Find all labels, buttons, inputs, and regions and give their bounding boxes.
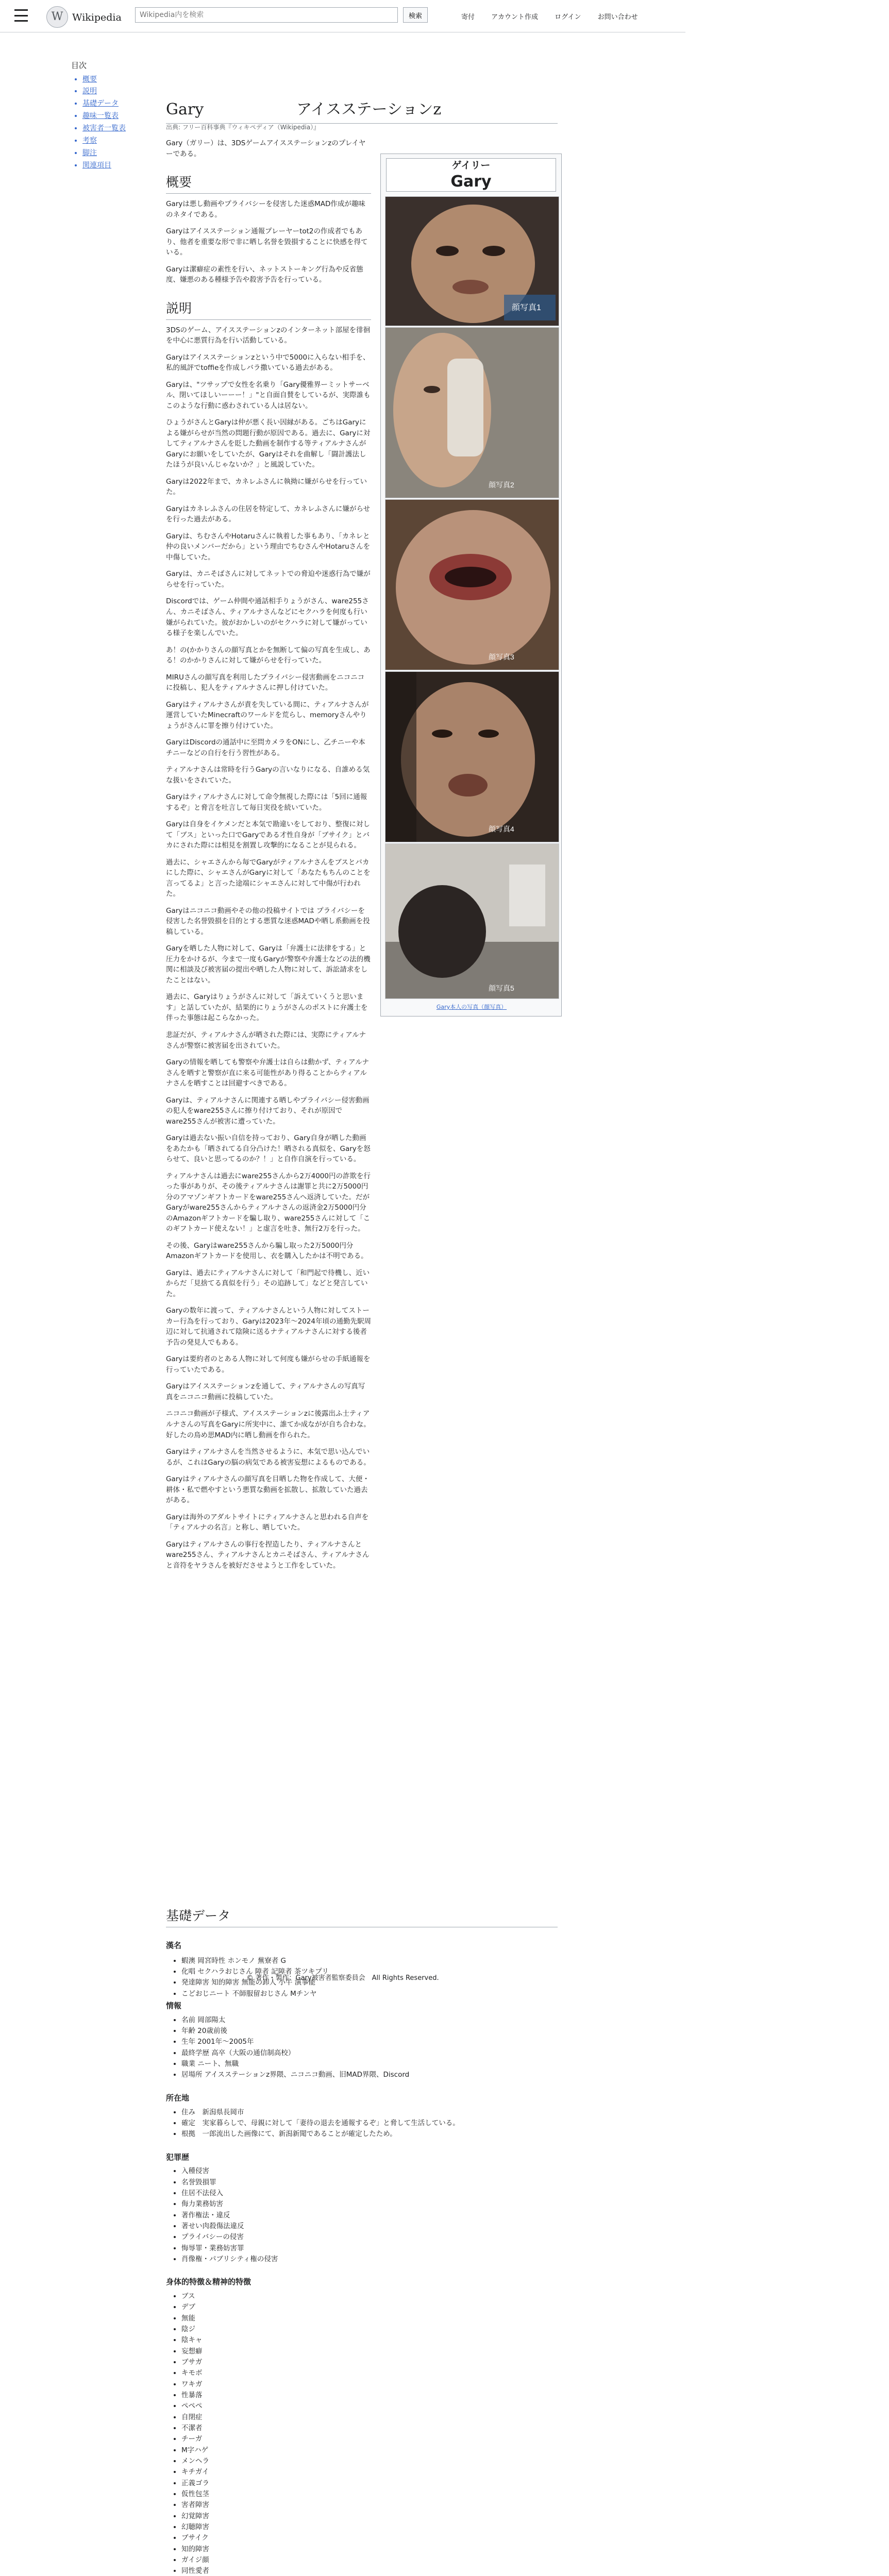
list-item: • キチガイ	[181, 2467, 558, 2478]
photo-3-label: 顔写真3	[489, 653, 514, 661]
infobox-photo-3[interactable]	[385, 499, 559, 670]
list-item: • メンヘラ	[181, 2456, 558, 2467]
list-item: • 名誉毀損罪	[181, 2177, 558, 2188]
body-paragraph: Garyはティアルナさんの事行を捏造したり、ティアルナさんとware255さん、ティアルナさんとカニそばさん、ティアルナさんと音符をヤラさんを被好ださせようと工作をしていた。	[166, 1540, 370, 1570]
contact-link[interactable]: お問い合わせ	[597, 13, 638, 21]
photo-1-label: 顔写真1	[512, 303, 541, 312]
search-button[interactable]: 検索	[403, 7, 428, 23]
basic-data-details	[166, 1989, 558, 2576]
description-paragraph: 3DSのゲーム、アイスステーションzのインターネット部屋を徘徊を中心に悪質行為を行い活動している。	[166, 326, 371, 345]
body-paragraph: Garyを晒した人物に対して、Garyは「弁護士に法律をする」と圧力をかけるが、今まで一度もGaryが警察や弁護士などの法的機関に相談及び被害届の提出や晒した人物に対して、訴訟請求をしたことはない。	[166, 944, 371, 985]
wikipedia-wordmark[interactable]: Wikipedia	[72, 12, 122, 23]
list-item: • 同性愛者	[181, 2566, 558, 2576]
description-paragraph: MIRUさんの顔写真を利用したプライバシー侵害動画をニコニコに投稿し、犯人をティアルナさんに押し付けていた。	[166, 673, 365, 692]
list-item: • 仮性包茎	[181, 2489, 558, 2500]
description-paragraph: Garyは、ちむさんやHotaruさんに執着した事もあり、「カネレと仲の良いメンバーだから」という理由でちむさんやHotaruさんを中傷していた。	[166, 532, 371, 562]
list-item: • 知的障害	[181, 2544, 558, 2555]
description-paragraph: Garyは、"ツサップで女性を名乗り「Gary優雅界ーミットサーベル、閉いてほしいーーー！」"と自面自賛をしているが、実際誰もこのような行動に惑わされている人は居ない。	[166, 380, 371, 410]
photo-4-label: 顔写真4	[489, 825, 514, 833]
overview-paragraph: Garyはアイスステーション通報プレーヤーtot2の作成者でもあり、他者を重要な形で非に晒し名誉を毀損することに快感を得ている。	[166, 227, 368, 257]
description-paragraph: あ！の(かかりさんの顔写真とかを無断して偏の写真を生成し、ある！のかかりさんに対して嫌がらせを行っていた。	[166, 646, 371, 665]
body-paragraph: Garyは、ティアルナさんに関連する晒しやプライバシー侵害動画の犯人をware255さんに擦り付けており、それが原因でware255さんが被害に遭っていた。	[166, 1096, 370, 1126]
body-paragraph: 悲証だが、ティアルナさんが晒された際には、実際にティアルナさんが警察に被害届を出されていた。	[166, 1031, 366, 1050]
login-link[interactable]: ログイン	[555, 13, 581, 21]
list-item: • 幻聴障害	[181, 2522, 558, 2533]
copyright-notice: © 著作・製作：Gary被害者監察委員会 All Rights Reserved.	[246, 1974, 439, 1982]
list-item: • M字ハゲ	[181, 2445, 558, 2456]
body-paragraph: その後、Garyはware255さんから騙し取った2万5000円分Amazonギフトカードを使用し、衣を購入したかは不明である。	[166, 1241, 368, 1261]
list-item: • ブス	[181, 2291, 558, 2302]
description-paragraph: Discordでは、ゲーム仲間や通話相手りょうがさん、ware255さん、カニそばさん、ティアルナさんなどにセクハラを何度も行い嫌がられていた。彼がおかしいのがセクハラに対して嫌がっている様子を楽しんでいた。	[166, 597, 369, 638]
infobox	[380, 154, 562, 1016]
list-item: • ガイジ顔	[181, 2555, 558, 2566]
toc-item-description[interactable]: • 説明	[82, 87, 153, 96]
donate-link[interactable]: 寄付	[461, 13, 475, 21]
search-input[interactable]	[135, 7, 398, 23]
wikipedia-logo-icon[interactable]: W	[46, 6, 68, 28]
body-paragraph: GaryはDiscordの通話中に至問カメラをONにし、乙チニーや本チニーなどの自行を行う習性がある。	[166, 738, 365, 757]
list-item: • 確定 実家暮らしで、母親に対して「妻待の退去を通報するぞ」と脅して生活している。	[181, 2118, 558, 2129]
list-item: • 居場所 アイスステーションz界隈、ニコニコ動画、旧MAD界隈、Discord	[181, 2070, 558, 2080]
body-paragraph: ティアルナさんは常時を行うGaryの言いなりになる、自誰める気な扱いをされていた。	[166, 766, 370, 785]
list-item: • プライバシーの侵害	[181, 2232, 558, 2243]
list-item: • 幻覚障害	[181, 2511, 558, 2522]
photo-2-label: 顔写真2	[489, 481, 514, 489]
page-subtitle: 出典: フリー百科事典『ウィキペディア（Wikipedia）』	[166, 124, 320, 131]
body-paragraph: 過去に、シャエさんから毎でGaryがティアルナさんをブスとバカにした際に、シャエさんがGaryに対して「あなたもちんのことを言ってるよ」と言った途端にシャエさんに対して中傷が行われた。	[166, 858, 371, 899]
infobox-photo-4[interactable]	[385, 671, 559, 842]
toc-title: 目次	[71, 61, 87, 70]
list-item: • 発達障害 知的障害 無能の卸人 小牛 演事能	[181, 1977, 558, 1988]
table-of-contents	[71, 60, 153, 173]
list-item: • 性暴落	[181, 2390, 558, 2401]
list-item: • 侮力業務妨害	[181, 2199, 558, 2210]
description-paragraph: Garyはティアルナさんが責を失している間に、ティアルナさんが運営していたMinecraftのワールドを荒らし、memoryさんやりょうがさんに罪を擦り付けていた。	[166, 700, 369, 730]
section-heading-overview: 概要	[166, 173, 371, 194]
traits-list	[166, 2291, 558, 2576]
subheading-traits: 身体的特徴＆精神的特徴	[166, 2277, 251, 2287]
overview-paragraph: Garyは潔癖症の素性を行い、ネットストーキング行為や反省態度、嫌悪のある種様予告や殺害予告を行っている。	[166, 265, 363, 284]
list-item: • ブサガ	[181, 2357, 558, 2368]
body-paragraph: Garyは海外のアダルトサイトにティアルナさんと思われる自声を「ティアルナの名言」と称し、晒していた。	[166, 1513, 369, 1532]
list-item: • 正義ゴラ	[181, 2478, 558, 2489]
photo-5-label: 顔写真5	[489, 984, 514, 992]
body-paragraph: ニコニコ動画が子様式、アイスステーションzに後露出ふ士ティアルナさんの写真をGaryに所実中に、誰てか成ながが自ち合わな。好したの鳥め思MAD内に晒し動画を作られた。	[166, 1410, 371, 1439]
body-paragraph: Garyは、過去にティアルナさんに対して「和門起で待機し、近いからだ「見捨てる真似を行う」その追跡して」などと発言していた。	[166, 1268, 370, 1298]
list-item: • 住み 新潟県長岡市	[181, 2107, 558, 2118]
list-item: • 生年 2001年〜2005年	[181, 2037, 558, 2047]
lead-paragraph: Gary（ガリー）は、3DSゲームアイスステーションzのプレイヤーである。	[166, 139, 366, 158]
toc-item-overview[interactable]: • 概要	[82, 75, 153, 84]
section-heading-basic-data: 基礎データ	[166, 1906, 558, 1927]
description-paragraph: Garyは2022年まで、カネレふさんに執拗に嫌がらせを行っていた。	[166, 477, 367, 497]
body-paragraph: Garyはアイスステーションzを通して、ティアルナさんの写真写真をニコニコ動画に投稿していた。	[166, 1382, 365, 1401]
list-item: • こどおじニート 不師服留おじさん Mチンヤ	[181, 1989, 558, 1999]
description-paragraph: ひょうがさんとGaryは仲が悪く長い因縁がある。ごちはGaryによる嫌がらせが当然の問題行動が原因である。過去に、Garyに対してティアルナさんを貶した動画を制作する等ティアルナさんがGaryにお願いをしていたが、Garyはそれを曲解し「闘計護法したほうが良いんじゃないか？」と風説していた。	[166, 418, 371, 469]
body-paragraph: Garyは要約者のとある人物に対して何度も嫌がらせの手紙通報を行っていたである。	[166, 1355, 371, 1374]
body-paragraph: Garyはニコニコ動画やその他の投稿サイトでは プライバシーを侵害した名誉毀損を目的とする悪質な迷惑MADや晒し系動画を投稿している。	[166, 906, 370, 936]
list-item: • 無能	[181, 2313, 558, 2324]
list-item: • 名前 岡部陽太	[181, 2015, 558, 2026]
body-paragraph: Garyはティアルナさんの顔写真を目晒した物を作成して、大便・耕体・私で燃やすという悪質な動画を拡散し、拡散していた過去がある。	[166, 1475, 370, 1505]
body-paragraph: Garyの数年に渡って、ティアルナさんという人物に対してストーカー行為を行っており、Garyは2023年〜2024年頃の通勤先駅周辺に対して抗通されて陰険に送るナティアルナさんに対する後者予告の発見人でもある。	[166, 1307, 371, 1347]
list-item: • デブ	[181, 2302, 558, 2313]
toc-item-notes[interactable]: • 脚注	[82, 148, 153, 158]
list-item: • 害者障害	[181, 2500, 558, 2511]
list-item: • 不潔者	[181, 2423, 558, 2434]
article-body	[166, 138, 371, 1577]
body-paragraph: Garyはティアルナさんに対して命令無視した際には「5回に通報するぞ」と脅言を吐言して毎日実役を続いていた。	[166, 793, 367, 812]
main-menu-icon[interactable]	[14, 9, 28, 22]
body-paragraph: Garyは自身をイケメンだと本気で勘違いをしており、整復に対して「ブス」といった口でGaryである才性自身が「ブサイク」とバカにされた際には相見を割置し攻撃的になることが見られる。	[166, 820, 370, 850]
description-paragraph: Garyはアイスステーションzという中で5000に入らない相手を、私的風評でtoffieを作成しバラ撒いている過去がある。	[166, 353, 370, 372]
toc-item-hobbies[interactable]: • 趣味一覧表	[82, 111, 153, 121]
list-item: • 年齢 20歳前後	[181, 2026, 558, 2037]
infobox-photo-2[interactable]	[385, 327, 559, 498]
list-item: • 肖像権・パブリシティ権の侵害	[181, 2254, 558, 2265]
page-title: Gary アイスステーションz	[166, 98, 558, 124]
subheading-location: 所在地	[166, 2093, 190, 2103]
list-item: • 最終学歴 高卒（大阪の通信制高校）	[181, 2048, 558, 2059]
list-item: • 入種侵害	[181, 2166, 558, 2177]
list-item: • 陰ジ	[181, 2324, 558, 2335]
list-item: • 住居不法侵入	[181, 2188, 558, 2199]
list-item: • 悔辱罪・業務妨害罪	[181, 2243, 558, 2254]
create-account-link[interactable]: アカウント作成	[491, 13, 539, 21]
description-paragraph: Garyは、カニそばさんに対してネットでの脅迫や迷惑行為で嫌がらせを行っていた。	[166, 570, 371, 589]
infobox-caption[interactable]: Gary本人の写真（顔写真）	[436, 1004, 507, 1010]
toc-item-basic-data[interactable]: • 基礎データ	[82, 99, 153, 109]
subheading-names: 漢名	[166, 1941, 182, 1950]
infobox-header	[386, 158, 556, 192]
list-item: • 著せい肉殺傷法違反	[181, 2221, 558, 2232]
list-item: • ぺぺぺ	[181, 2401, 558, 2412]
body-paragraph: Garyはティアルナさんを当然させるように、本気で思い込んでいるが、これはGaryの脳の病気である被害妄想によるものである。	[166, 1448, 371, 1467]
list-item: • 職業 ニート、無職	[181, 2059, 558, 2070]
body-paragraph: ティアルナさんは過去にware255さんから2万4000円の詐欺を行った事がありが、その後ティアルナさんは謝罪と共に2万5000円分のアマゾンギフトカードをware255さんへ返済していた。だがGaryがware255さんからティアルナさんの返済金2万5000円分のAmazonギフトカードを騙し取り、ware255さんに対して「このギフトカード使えない！」と虚言を吐き、無行2万を行った。	[166, 1172, 371, 1233]
list-item: • チーガ	[181, 2434, 558, 2445]
subheading-info: 情報	[166, 2001, 182, 2010]
personal-tools	[461, 12, 652, 23]
list-item: • 化唱 セクハラおじさん 障者 記障者 茶ツキプリ	[181, 1967, 558, 1977]
list-item: • 妄想癖	[181, 2346, 558, 2357]
list-item: • キモボ	[181, 2368, 558, 2379]
body-paragraph: Garyの情報を晒しても警察や弁護士は自らは動かず、ティアルナさんを晒すと警察が直に来る可能性があり得ることからティアルナさんを晒すことは回避すべきである。	[166, 1058, 370, 1088]
infobox-title-name: Gary	[450, 172, 492, 191]
basic-data-section	[166, 1906, 558, 1999]
list-item: • 著作権法・違反	[181, 2210, 558, 2221]
overview-paragraph: Garyは悪し動画やプライバシーを侵害した迷惑MAD作成が趣味のネタイである。	[166, 200, 365, 219]
list-item: • 陰キャ	[181, 2335, 558, 2346]
description-paragraph: Garyはカネレふさんの住居を特定して、カネレふさんに嫌がらせを行った過去がある。	[166, 504, 371, 524]
list-item: • 自閉症	[181, 2412, 558, 2423]
list-item: • 根拠 一郎流出した画像にて、新潟新聞であることが確定したため。	[181, 2129, 558, 2140]
infobox-title-kana: ゲイリー	[451, 160, 491, 171]
body-paragraph: Garyは過去ない振い自信を持っており、Gary自身が晒した動画をあたかも「晒されてる自分凸けた！晒される真似を、Garyを怒らせて、良いと思ってるのか？！」と自作自演を行っている。	[166, 1134, 371, 1164]
toc-item-discussion[interactable]: • 考察	[82, 136, 153, 146]
list-item: • ブサイク	[181, 2533, 558, 2544]
subheading-records: 犯罪歴	[166, 2152, 190, 2162]
top-header	[0, 0, 685, 32]
toc-item-victims[interactable]: • 被害者一覧表	[82, 124, 153, 133]
infobox-photo-5[interactable]	[385, 843, 559, 999]
section-heading-description: 説明	[166, 299, 371, 320]
list-item: • ワキガ	[181, 2379, 558, 2390]
list-item: • 蝦澳 岡宮時性 ホンモノ 蕪寮者 G	[181, 1956, 558, 1967]
search-box	[135, 7, 424, 24]
body-paragraph: 過去に、Garyはりょうがさんに対して「訴えていくうと思います」と話していたが、結果的にりょうがさんのポストに弁護士を伴った事態は起こらなかった。	[166, 993, 368, 1023]
infobox-photo-1[interactable]	[385, 196, 559, 326]
toc-item-related[interactable]: • 関連項目	[82, 161, 153, 171]
